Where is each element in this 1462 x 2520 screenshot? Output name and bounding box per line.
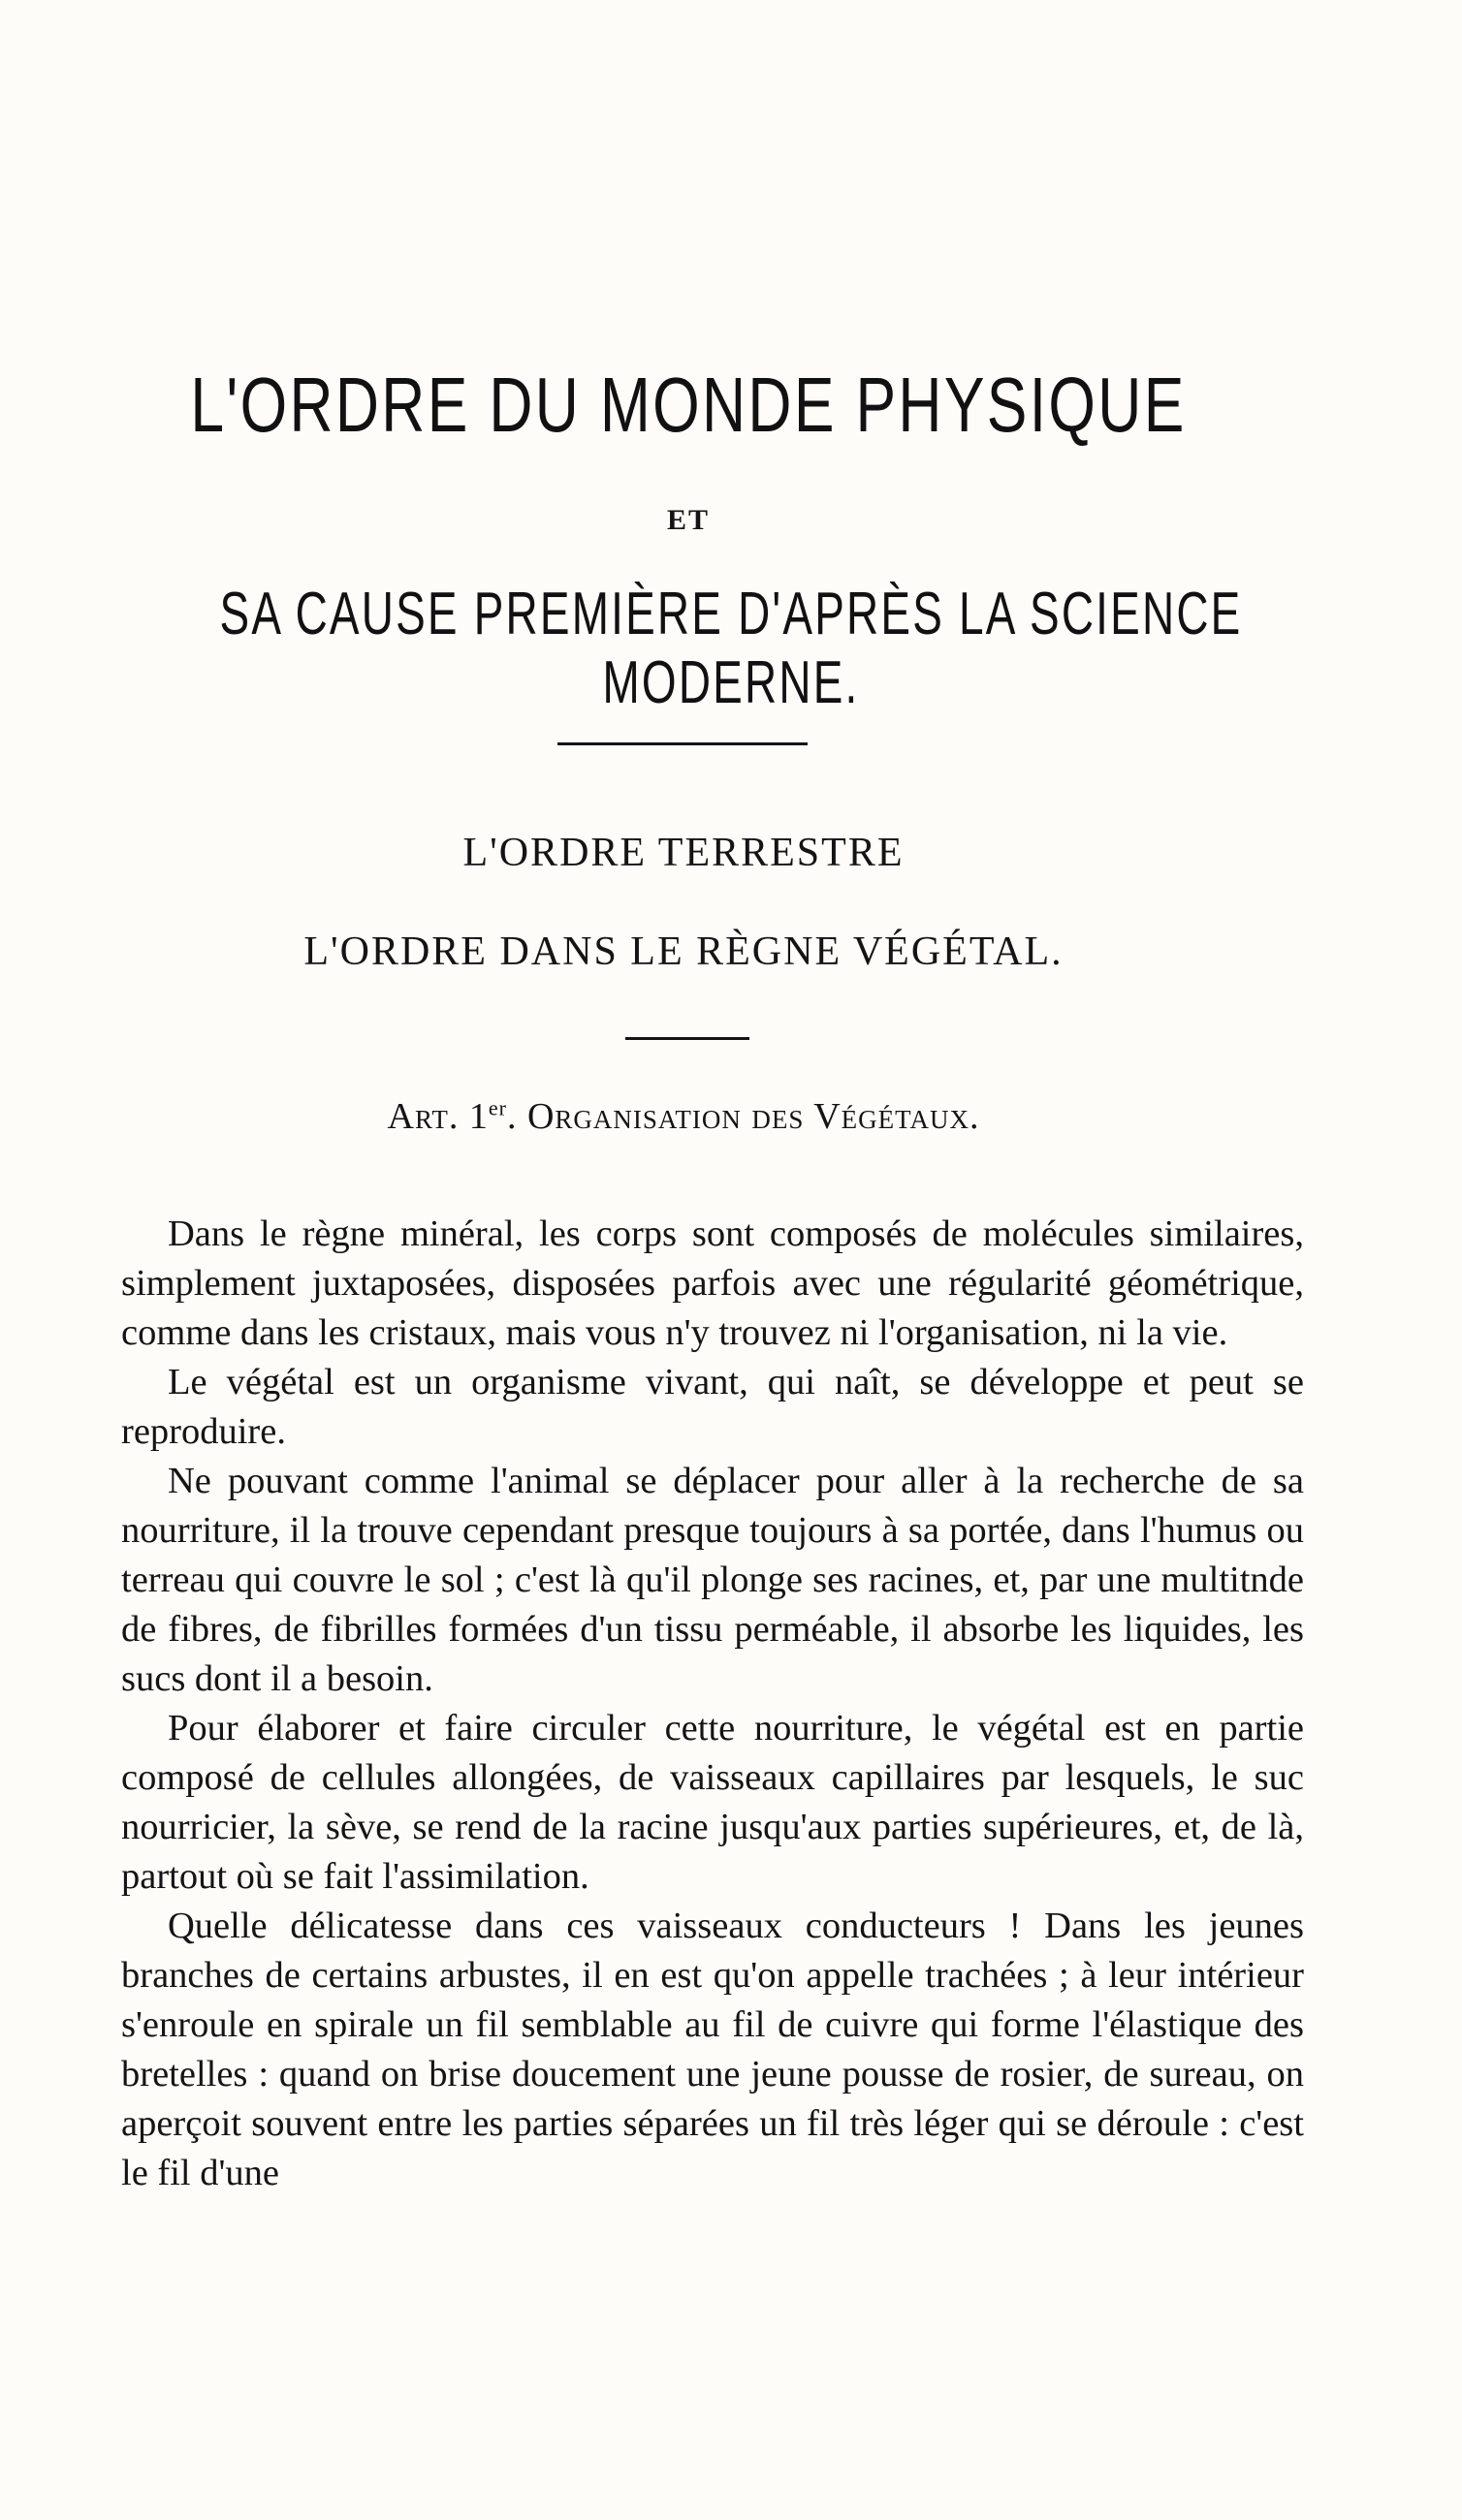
paragraph: Pour élaborer et faire circuler cette nourriture, le végétal est en partie composé de cellules allongées, de vaisseaux capillaires par lesquels, le suc nourricier, la sève, se rend de la racine jusqu'aux parties supérieures, et, de là, partout où se fait l'assimilation. (121, 1708, 1304, 1897)
section-title: L'ORDRE TERRESTRE (462, 831, 905, 875)
paragraph: Dans le règne minéral, les corps sont composés de molécules similaires, simplement juxtaposées, disposées parfois avec une régularité géométrique, comme dans les cristaux, mais vous n'y trouvez ni l'organisation, ni la vie. (121, 1213, 1304, 1353)
article-title: . Organisation des Végétaux. (506, 1096, 980, 1137)
title-conjunction: ET (666, 504, 711, 536)
paragraph: Le végétal est un organisme vivant, qui naît, se développe et peut se reproduire. (121, 1362, 1304, 1452)
body-text (121, 1210, 1304, 2198)
paragraph: Ne pouvant comme l'animal se déplacer pour aller à la recherche de sa nourriture, il la trouve cependant presque toujours à sa portée, dans l'humus ou terreau qui couvre le sol ; c'est là qu'il plonge ses racines, et, par une multitnde de fibres, de fibrilles formées d'un tissu perméable, il absorbe les liquides, les sucs dont il a besoin. (121, 1461, 1304, 1699)
paragraph: Quelle délicatesse dans ces vaisseaux conducteurs ! Dans les jeunes branches de certains arbustes, il en est qu'on appelle trachées ; à leur intérieur s'enroule en spirale un fil semblable au fil de cuivre qui forme l'élastique des bretelles : quand on brise doucement une jeune pousse de rosier, de sureau, on aperçoit souvent entre les parties séparées un fil très léger qui se déroule : c'est le fil d'une (121, 1906, 1304, 2193)
divider-rule (625, 1037, 749, 1040)
page-title: L'ORDRE DU MONDE PHYSIQUE (190, 362, 1187, 448)
article-label: Art. 1 (387, 1096, 489, 1137)
section-subtitle: L'ORDRE DANS LE RÈGNE VÉGÉTAL. (303, 929, 1064, 974)
divider-rule (557, 742, 808, 745)
page-subtitle: SA CAUSE PREMIÈRE D'APRÈS LA SCIENCE MODERNE. (219, 581, 1243, 716)
article-ordinal: er (488, 1095, 507, 1120)
article-heading (0, 1095, 1367, 1138)
